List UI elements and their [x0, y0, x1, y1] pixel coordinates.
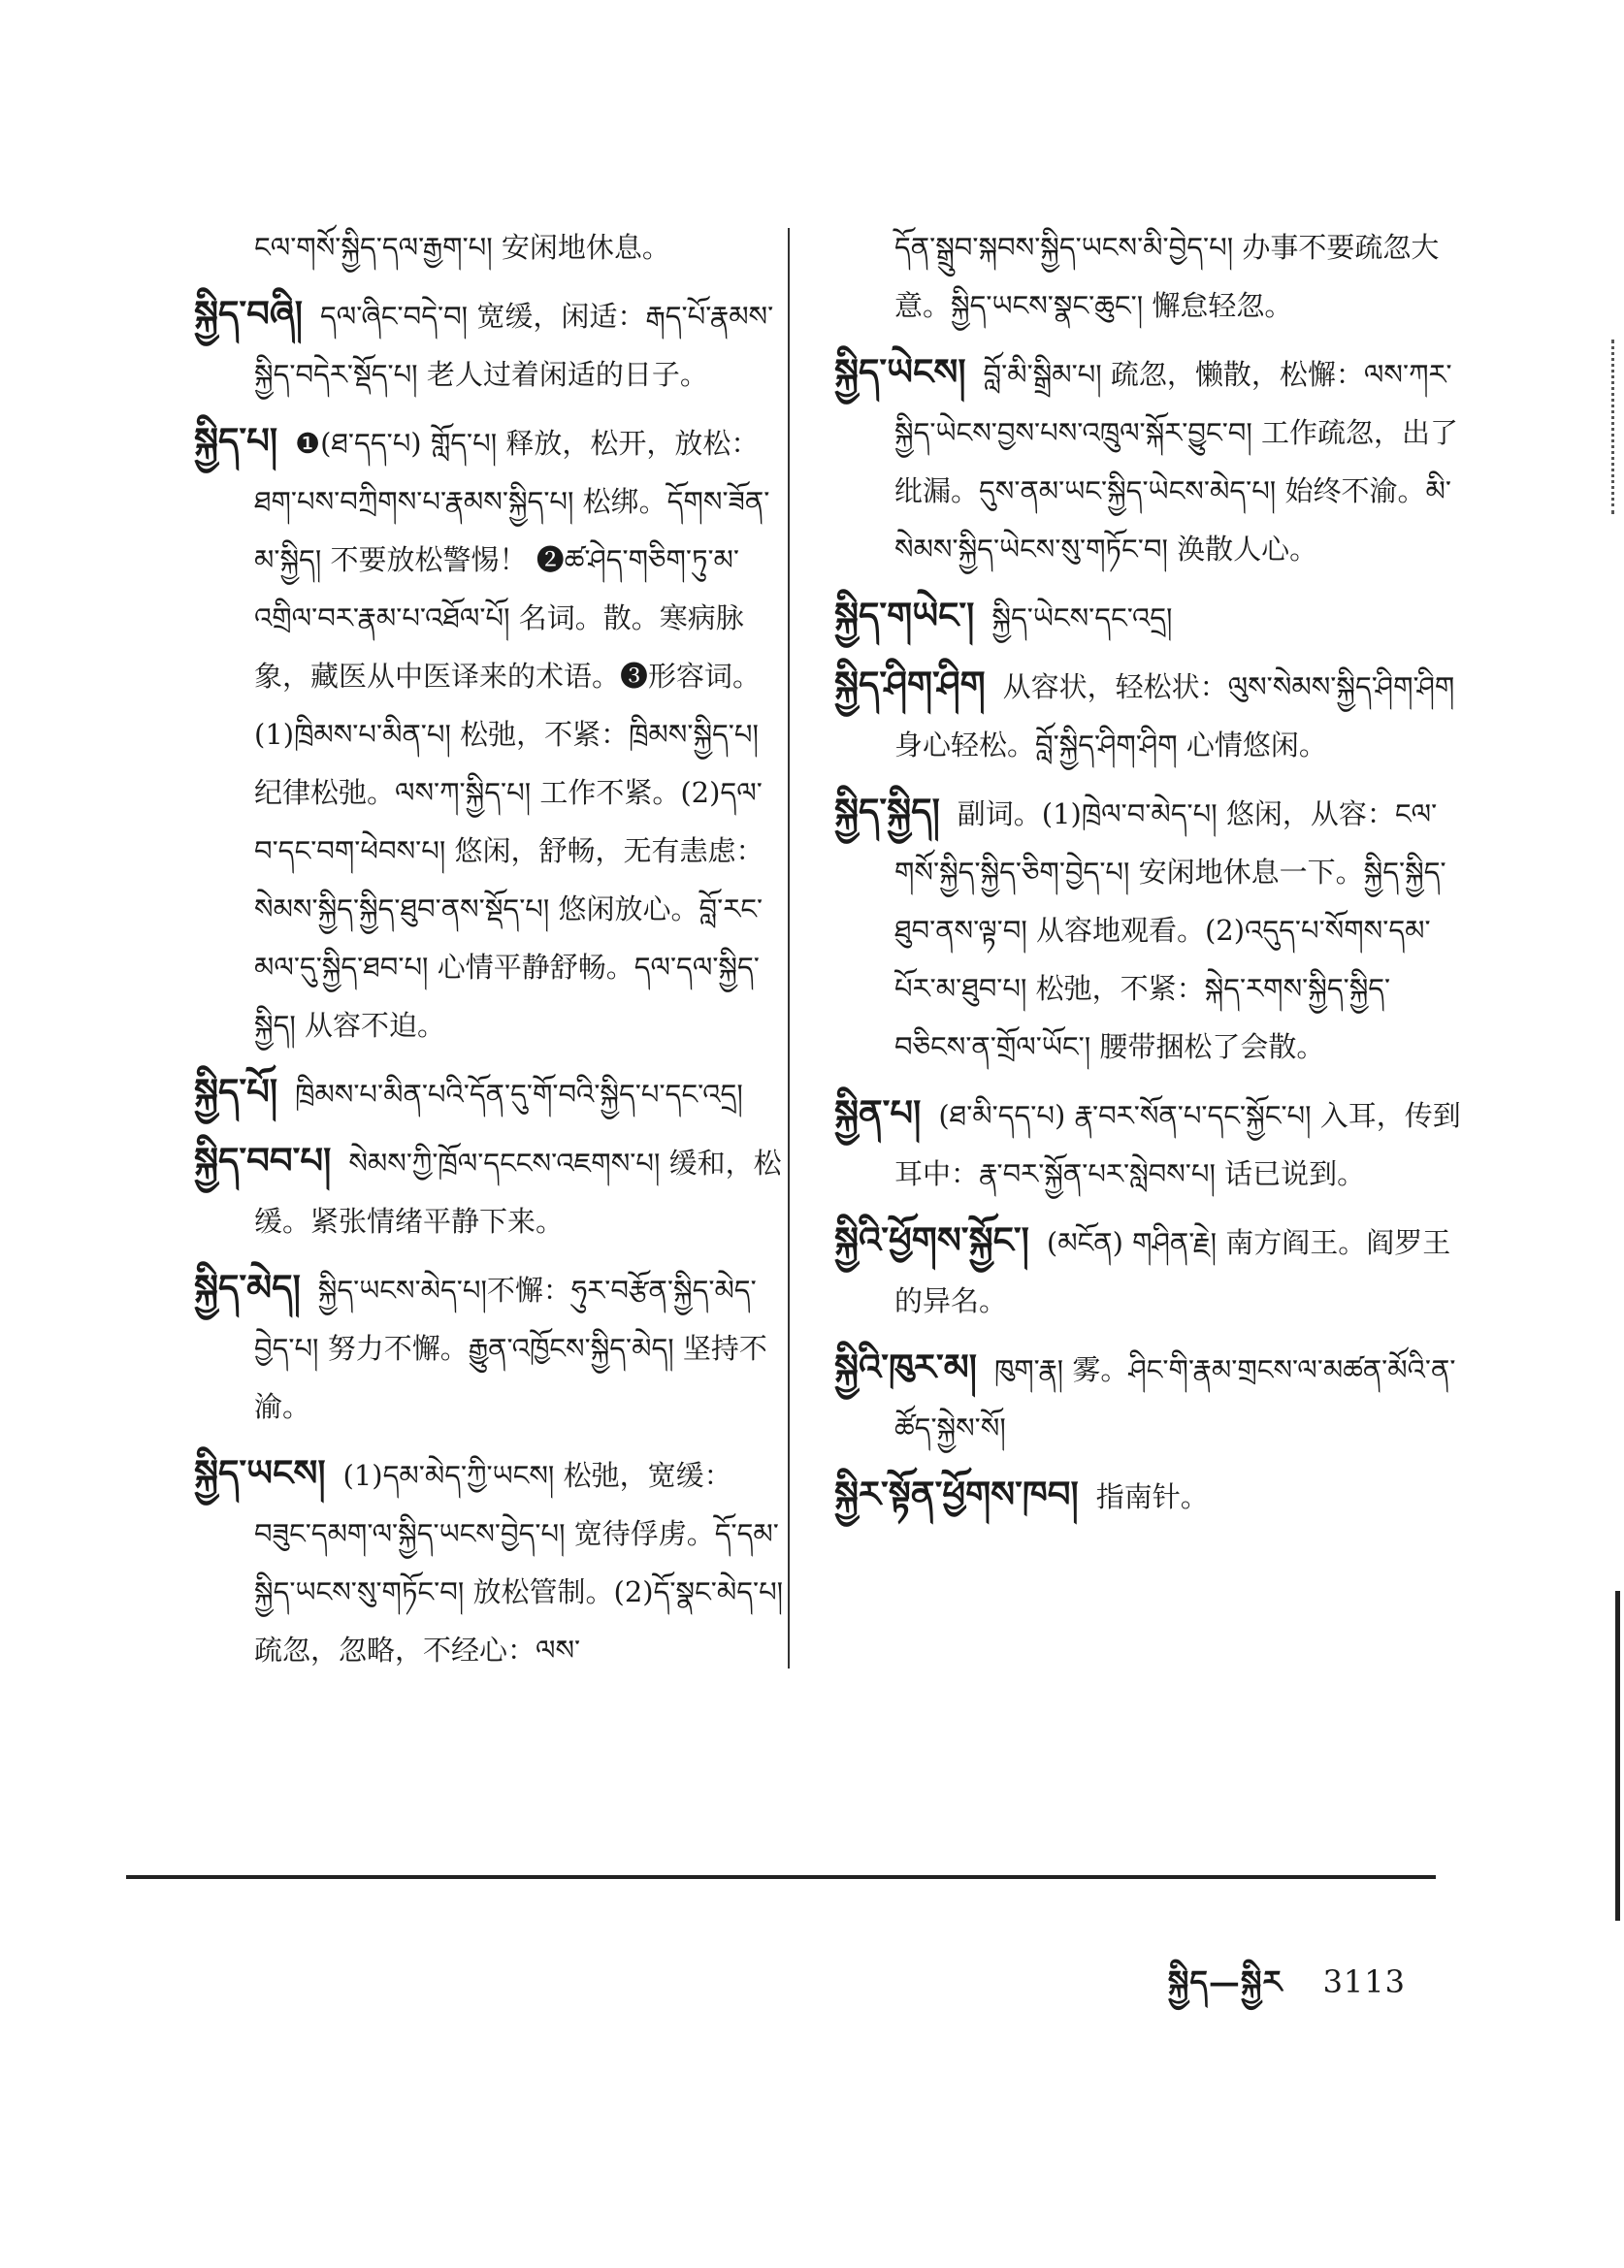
entry-definition: དལ་ཞིང་བདེ་བ། 宽缓，闲适：རྒད་པོ་རྣམས་སྐྱིད་བདེར་སྡོད་པ། 老人过着闲适的日子。: [254, 300, 774, 391]
dictionary-entry: [834, 1211, 1465, 1330]
dictionary-entry: [834, 655, 1465, 774]
entry-definition: 副词。(1)ཁྲེལ་བ་མེད་པ། 悠闲，从容：ངལ་གསོ་སྐྱིད་སྐྱིད་ཅིག་བྱེད་པ། 安闲地休息一下。སྐྱིད་སྐྱིད་ཐུབ་ནས་ལྟ་བ། 从容地观看。(2)འདུད་པ་སོགས་དམ་པོར་མ་ཐུབ་པ། 松弛，不紧：སྐེད་རགས་སྐྱིད་སྐྱིད་བཅིངས་ན་གྲོལ་ཡོང་། 腰带捆松了会散。: [894, 797, 1446, 1063]
dictionary-entry: [834, 586, 1465, 647]
entry-headword: སྐྱིད་ཤིག་ཤིག: [834, 663, 986, 705]
dictionary-entry: [834, 1084, 1465, 1203]
entry-definition: (མངོན) གཤིན་རྗེ། 南方阎王。阎罗王的异名。: [894, 1226, 1451, 1317]
dictionary-entry: [194, 1443, 786, 1679]
entry-headword: སྐྱིད་ཡེངས།: [834, 350, 966, 393]
dictionary-entry: [834, 1338, 1465, 1457]
dictionary-entry: [834, 782, 1465, 1076]
dictionary-entry: [834, 342, 1465, 578]
entry-definition: (1)དམ་མེད་ཀྱི་ཡངས། 松弛，宽缓：བཟུང་དམག་ལ་སྐྱིད་ཡངས་བྱེད་པ། 宽待俘虏。དོ་དམ་སྐྱིད་ཡངས་སུ་གཏོང་བ། 放松管制。(2)དོ་སྣང་མེད་པ། 疏忽，忽略，不经心：ལས་: [254, 1459, 784, 1667]
entry-definition: 指南针。: [1095, 1480, 1209, 1513]
entry-headword: སྐྱིད་ཡངས།: [194, 1451, 326, 1494]
column-divider: [788, 228, 790, 1669]
dictionary-entry: [834, 218, 1465, 335]
entry-headword: སྐྱིའི་ཕྱོགས་སྐྱོང་།: [834, 1218, 1029, 1261]
entry-headword: སྐྱིའི་ཁུར་མ།: [834, 1345, 977, 1388]
entry-definition: ཁྲིམས་པ་མིན་པའི་དོན་དུ་གོ་བའི་སྐྱིད་པ་དང་འདྲ།: [295, 1078, 743, 1111]
entry-range: སྐྱིད—སྐྱིར: [1167, 1963, 1283, 2000]
entry-definition: སྐྱིད་ཡངས་མེད་པ།不懈：ཧུར་བརྩོན་སྐྱིད་མེད་བྱེད་པ། 努力不懈。རྒྱུན་འཁྱོངས་སྐྱིད་མེད། 坚持不渝。: [254, 1274, 767, 1423]
footer-rule: [126, 1875, 1436, 1879]
entry-definition: སེམས་ཀྱི་ཁྲོལ་དངངས་འཇགས་པ། 缓和，松缓。紧张情绪平静下来。: [254, 1147, 782, 1238]
entry-headword: སྐྱིད་གཡེང་།: [834, 594, 975, 636]
entry-definition: ངལ་གསོ་སྐྱིད་དལ་རྒྱག་པ། 安闲地休息。: [254, 231, 670, 264]
page-footer: [1168, 1948, 1406, 2035]
entry-headword: སྐྱིད་མེད།: [194, 1266, 301, 1309]
dictionary-entry: [194, 218, 786, 276]
entry-definition: སྐྱིད་ཡེངས་དང་འདྲ།: [991, 601, 1173, 634]
entry-headword: སྐྱིད་བཞི།: [194, 292, 303, 335]
entry-headword: སྐྱིར་སྟོན་ཕྱོགས་ཁབ།: [834, 1473, 1079, 1515]
entry-definition: 从容状，轻松状：ལུས་སེམས་སྐྱིད་ཤིག་ཤིག 身心轻松。བློ་སྐྱིད་ཤིག་ཤིག 心情悠闲。: [894, 670, 1455, 761]
entry-headword: སྐྱིད་བབ་པ།: [194, 1139, 332, 1182]
entry-headword: སྐྱིད་པོ།: [194, 1070, 278, 1113]
dictionary-entry: [834, 1465, 1465, 1526]
entry-definition: དོན་སྒྲུབ་སྐབས་སྐྱིད་ཡངས་མི་བྱེད་པ། 办事不要疏忽大意。སྐྱིད་ཡངས་སྣང་ཆུང་། 懈怠轻忽。: [894, 231, 1440, 322]
dictionary-entry: [194, 411, 786, 1054]
dictionary-entry: [194, 1062, 786, 1123]
dictionary-entry: [194, 1131, 786, 1250]
entry-definition: ཁུག་རྣ། 雾。ཤིང་གི་རྣམ་གྲངས་ལ་མཚན་མོའི་ན་ཚོད་སྐྱེས་སོ།: [894, 1353, 1456, 1444]
entry-definition: ❶(ཐ་དད་པ) གློད་པ། 释放，松开，放松：ཐག་པས་བཀྲིགས་པ་རྣམས་སྐྱིད་པ། 松绑。དོགས་ཟོན་མ་སྐྱིད། 不要放松警惕！ ❷ཚ་ཤེད་གཅིག་ཏུ་མ་འགྲིལ་བར་རྣམ་པ་འཐོལ་པོ། 名词。散。寒病脉象，藏医从中医译来的术语。❸形容词。(1)ཁྲིམས་པ་མིན་པ། 松弛，不紧：ཁྲིམས་སྐྱིད་པ། 纪律松弛。ལས་ཀ་སྐྱིད་པ། 工作不紧。(2)དལ་བ་དང་བག་ཕེབས་པ། 悠闲，舒畅，无有恚虑：སེམས་སྐྱིད་སྐྱིད་ཐུབ་ནས་སྡོད་པ། 悠闲放心。བློ་རང་མལ་དུ་སྐྱིད་ཐབ་པ། 心情平静舒畅。དལ་དལ་སྐྱིད་སྐྱིད། 从容不迫。: [254, 427, 770, 1042]
dictionary-entry: [194, 284, 786, 404]
dictionary-entry: [194, 1258, 786, 1436]
entry-headword: སྐྱིན་པ།: [834, 1091, 922, 1134]
entry-headword: སྐྱིད་པ།: [194, 419, 278, 462]
left-column: [194, 218, 786, 1687]
scan-edge-bar: [1615, 1591, 1620, 1921]
page-number: 3113: [1322, 1963, 1406, 2000]
scan-edge-marks: [1611, 340, 1620, 514]
entry-definition: བློ་མི་སྒྲིམ་པ། 疏忽，懒散，松懈：ལས་ཀར་སྐྱིད་ཡེངས་བྱས་པས་འཁྲུལ་སྐོར་བྱུང་བ། 工作疏忽，出了纰漏。དུས་ནམ་ཡང་སྐྱིད་ཡེངས་མེད་པ། 始终不渝。མི་སེམས་སྐྱིད་ཡེངས་སུ་གཏོང་བ། 涣散人心。: [894, 358, 1459, 566]
entry-headword: སྐྱིད་སྐྱིད།: [834, 790, 940, 832]
entry-definition: (ཐ་མི་དད་པ) རྣ་བར་སོན་པ་དང་སྐྱོང་པ། 入耳，传到耳中：རྣ་བར་སྐྱོན་པར་སླེབས་པ། 话已说到。: [894, 1099, 1461, 1190]
right-column: [834, 218, 1465, 1534]
